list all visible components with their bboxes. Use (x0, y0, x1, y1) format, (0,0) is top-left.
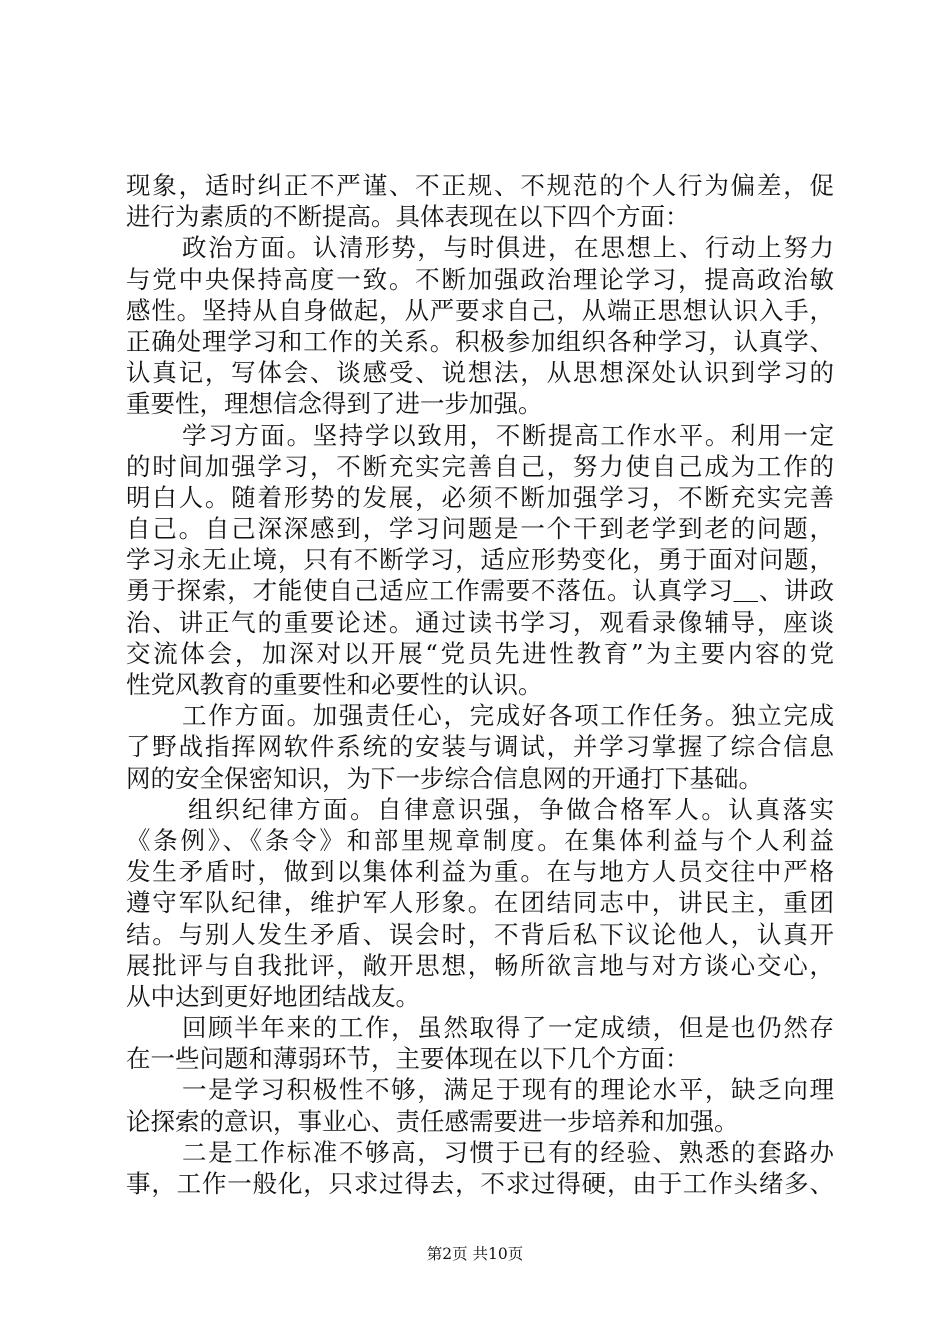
text-line: 明白人。随着形势的发展，必须不断加强学习，不断充实完善 (126, 482, 834, 512)
text-line: 学习永无止境，只有不断学习，适应形势变化，勇于面对问题， (126, 545, 834, 575)
page-footer (0, 1243, 950, 1265)
text-line: 治、讲正气的重要论述。通过读书学习，观看录像辅导，座谈 (126, 607, 834, 637)
paragraph-start-review: 回顾半年来的工作，虽然取得了一定成绩，但是也仍然存 (182, 1013, 834, 1043)
page-number: 第2页 共10页 (426, 1245, 524, 1263)
paragraph-start-issue-two: 二是工作标准不够高，习惯于已有的经验、熟悉的套路办 (182, 1137, 834, 1167)
text-line: 与党中央保持高度一致。不断加强政治理论学习，提高政治敏 (126, 264, 834, 294)
text-line: 结。与别人发生矛盾、误会时，不背后私下议论他人，认真开 (126, 919, 834, 949)
text-line: 勇于探索，才能使自己适应工作需要不落伍。认真学习＿、讲政 (126, 576, 834, 606)
text-line: 论探索的意识，事业心、责任感需要进一步培养和加强。 (126, 1106, 739, 1136)
text-line: 网的安全保密知识，为下一步综合信息网的开通打下基础。 (126, 763, 763, 793)
text-line: 了野战指挥网软件系统的安装与调试，并学习掌握了综合信息 (126, 732, 834, 762)
paragraph-start-issue-one: 一是学习积极性不够，满足于现有的理论水平，缺乏向理 (182, 1075, 834, 1105)
text-line: 现象，适时纠正不严谨、不正规、不规范的个人行为偏差，促 (126, 171, 834, 200)
text-line: 《条例》、《条令》和部里规章制度。在集体利益与个人利益 (126, 825, 834, 855)
text-line: 事，工作一般化，只求过得去，不求过得硬，由于工作头绪多、 (126, 1169, 834, 1198)
text-line: 在一些问题和薄弱环节，主要体现在以下几个方面： (126, 1044, 690, 1074)
text-line: 遵守军队纪律，维护军人形象。在团结同志中，讲民主，重团 (126, 888, 834, 918)
text-line: 认真记，写体会、谈感受、说想法，从思想深处认识到学习的 (126, 358, 834, 388)
text-line: 展批评与自我批评，敞开思想，畅所欲言地与对方谈心交心， (126, 950, 834, 980)
text-line: 从中达到更好地团结战友。 (126, 981, 420, 1011)
text-line: 自己。自己深深感到，学习问题是一个干到老学到老的问题， (126, 514, 834, 544)
text-line: 感性。坚持从自身做起，从严要求自己，从端正思想认识入手， (126, 295, 834, 325)
text-line: 重要性，理想信念得到了进一步加强。 (126, 389, 543, 419)
text-line: 进行为素质的不断提高。具体表现在以下四个方面： (126, 202, 690, 232)
paragraph-start-discipline: 组织纪律方面。自律意识强，争做合格军人。认真落实 (188, 794, 834, 824)
text-line: 交流体会，加深对以开展“党员先进性教育”为主要内容的党 (126, 638, 834, 668)
document-body (126, 170, 834, 1199)
text-line: 性党风教育的重要性和必要性的认识。 (126, 670, 543, 699)
paragraph-start-study: 学习方面。坚持学以致用，不断提高工作水平。利用一定 (182, 420, 834, 450)
text-line: 的时间加强学习，不断充实完善自己，努力使自己成为工作的 (126, 451, 834, 481)
text-line: 发生矛盾时，做到以集体利益为重。在与地方人员交往中严格 (126, 857, 834, 887)
text-line: 正确处理学习和工作的关系。积极参加组织各种学习，认真学、 (126, 326, 834, 356)
paragraph-start-work: 工作方面。加强责任心，完成好各项工作任务。独立完成 (182, 701, 834, 731)
paragraph-start-politics: 政治方面。认清形势，与时俱进，在思想上、行动上努力 (182, 233, 834, 263)
